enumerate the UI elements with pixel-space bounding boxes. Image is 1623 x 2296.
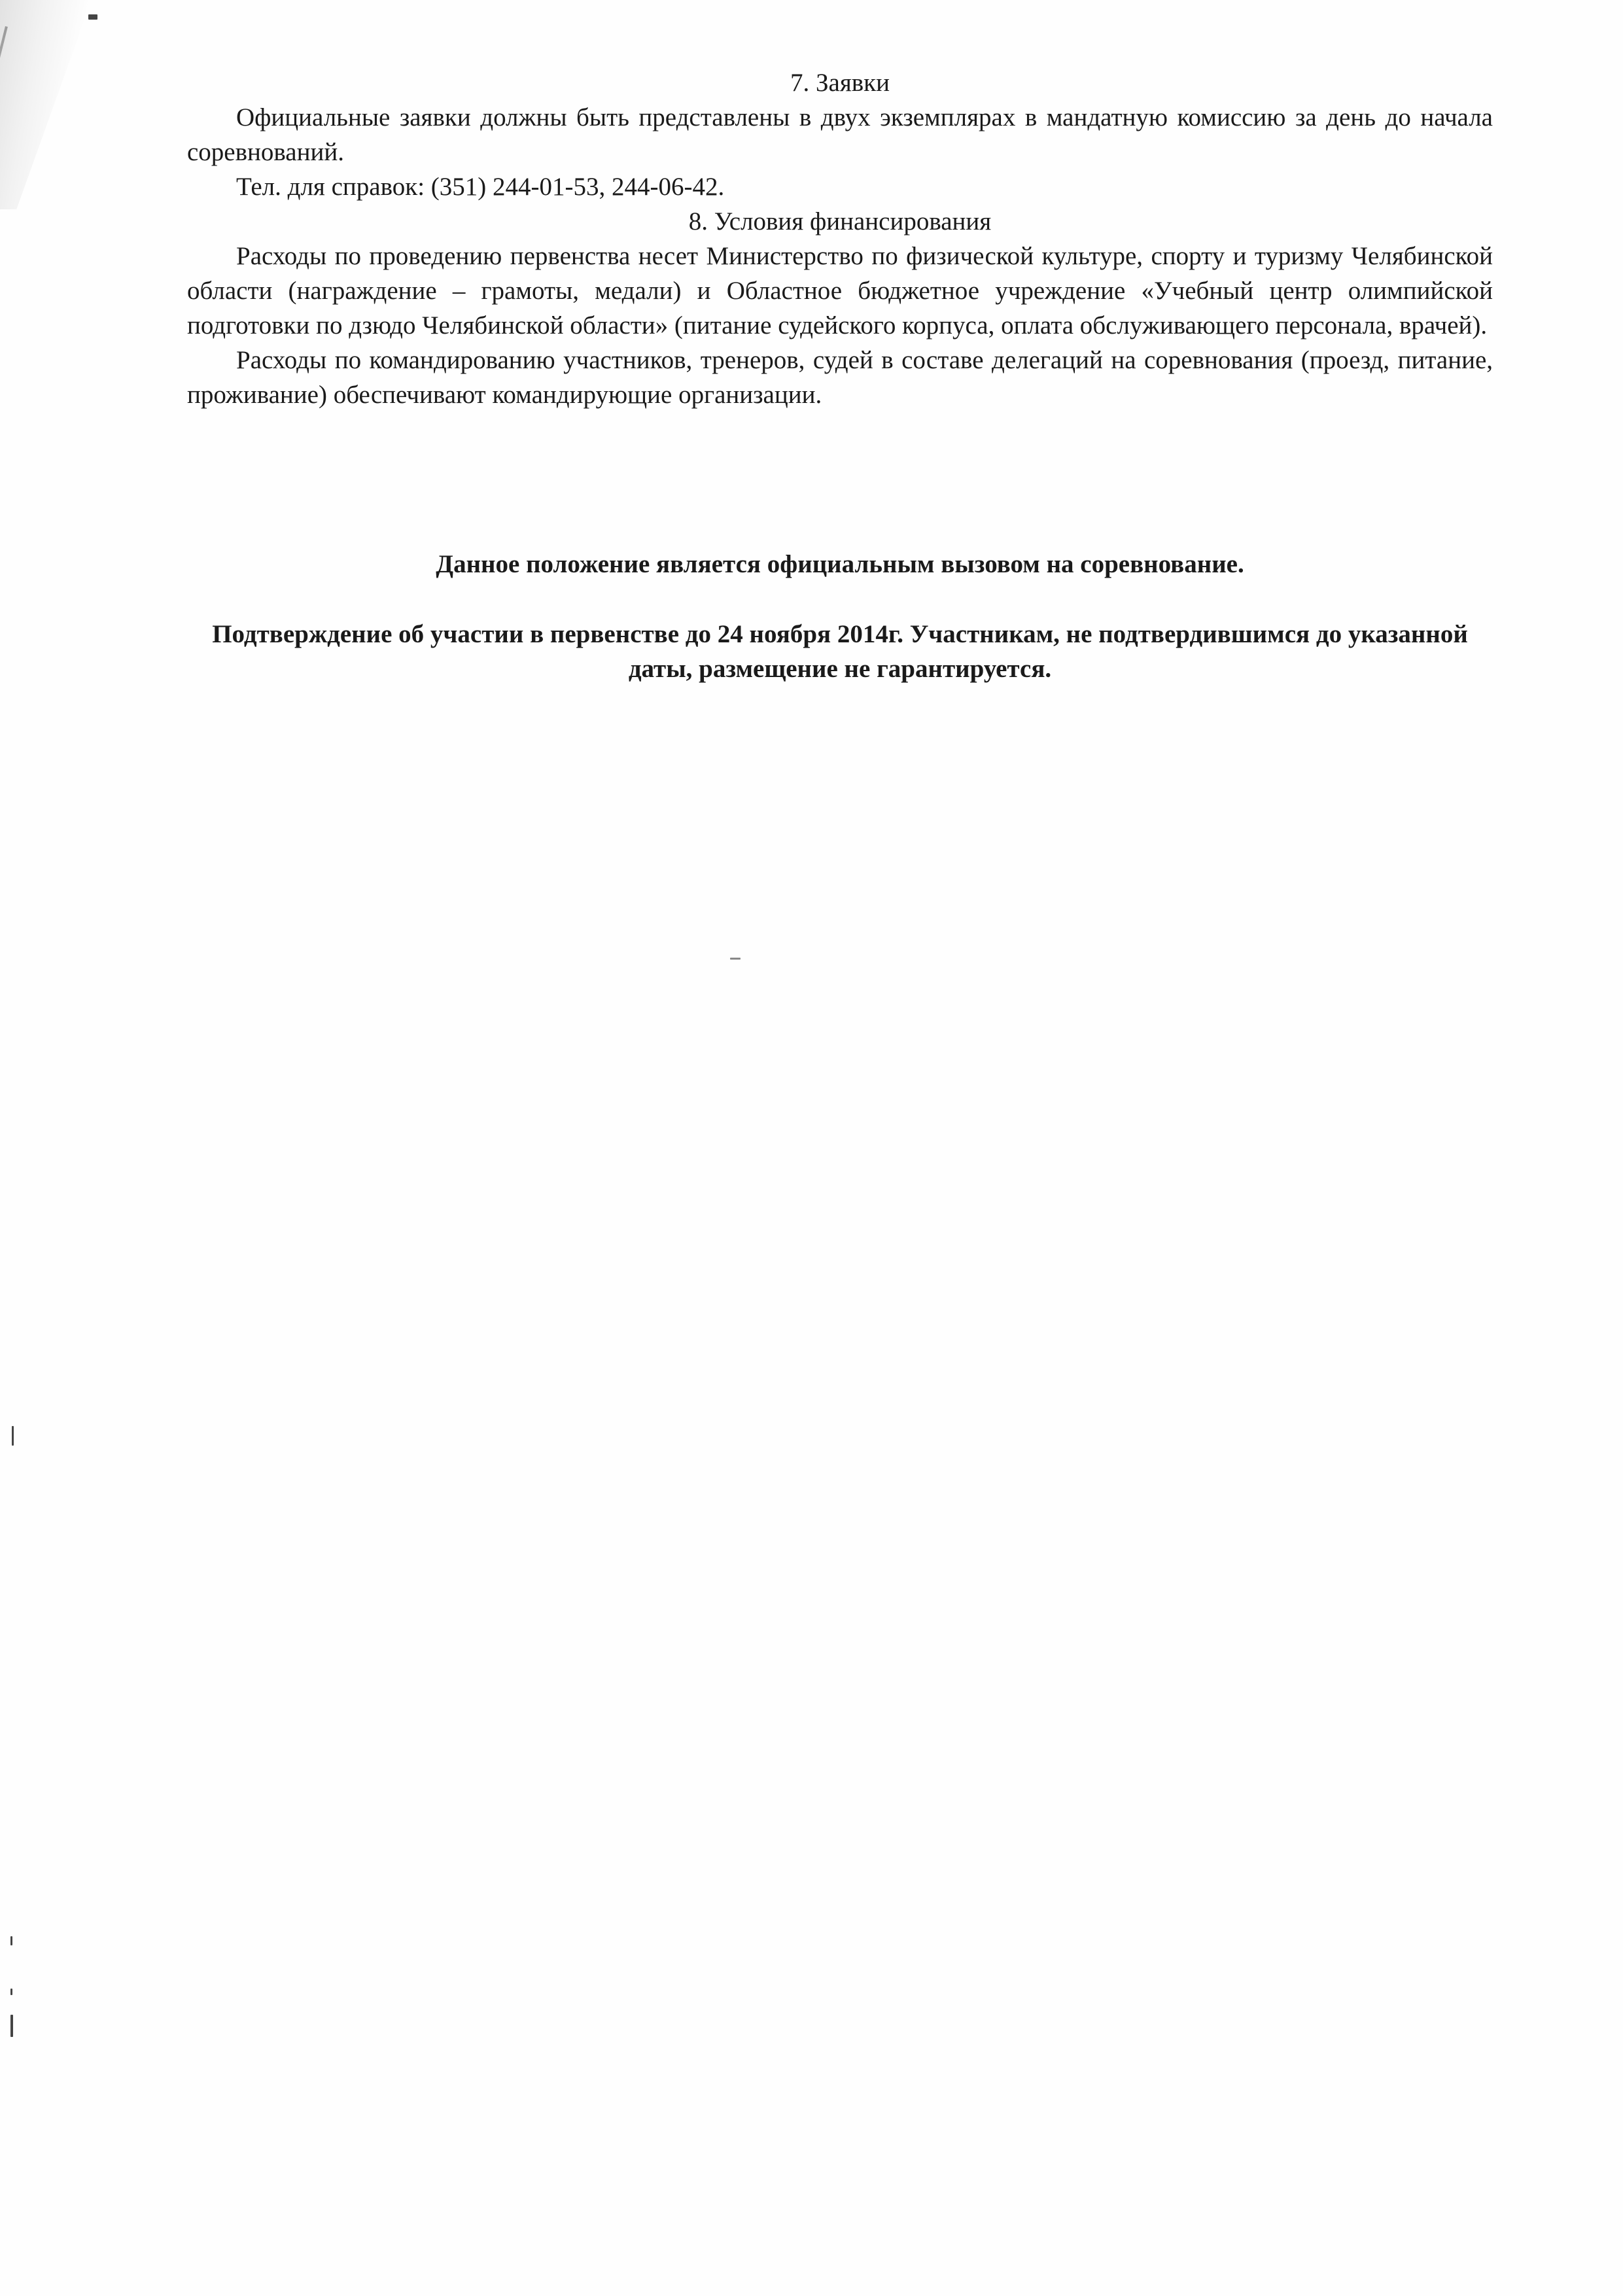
scan-speck (730, 958, 741, 960)
travel-expenses-paragraph: Расходы по командированию участников, тренеров, судей в составе делегаций на соревнования (проезд, питание, проживание) обеспечивают командирующие организации. (187, 346, 1493, 409)
section-heading-applications: 7. Заявки (790, 69, 890, 97)
official-call-notice: Данное положение является официальным вызовом на соревнование. (436, 550, 1244, 578)
scan-speck (10, 1936, 12, 1945)
participation-confirmation-notice: Подтверждение об участии в первенстве до 24 ноября 2014г. Участникам, не подтвердившимся до указанной даты, размещение не гарантируется. (212, 620, 1468, 683)
scan-speck (10, 1989, 12, 1995)
scan-speck (88, 14, 97, 20)
financing-paragraph: Расходы по проведению первенства несет Министерство по физической культуре, спорту и туризму Челябинской области (награждение – грамоты, медали) и Областное бюджетное учреждение «Учебный центр олимпийской подготовки по дзюдо Челябинской области» (питание судейского корпуса, оплата обслуживающего персонала, врачей). (187, 242, 1493, 339)
document-body (187, 65, 1493, 412)
reference-phone-paragraph: Тел. для справок: (351) 244-01-53, 244-06-42. (236, 173, 725, 201)
applications-paragraph: Официальные заявки должны быть представлены в двух экземплярах в мандатную комиссию за день до начала соревнований. (187, 103, 1493, 166)
section-heading-financing: 8. Условия финансирования (688, 207, 992, 235)
scan-corner-shadow (0, 0, 92, 209)
scan-speck (12, 1426, 14, 1446)
scan-speck (10, 2015, 13, 2037)
